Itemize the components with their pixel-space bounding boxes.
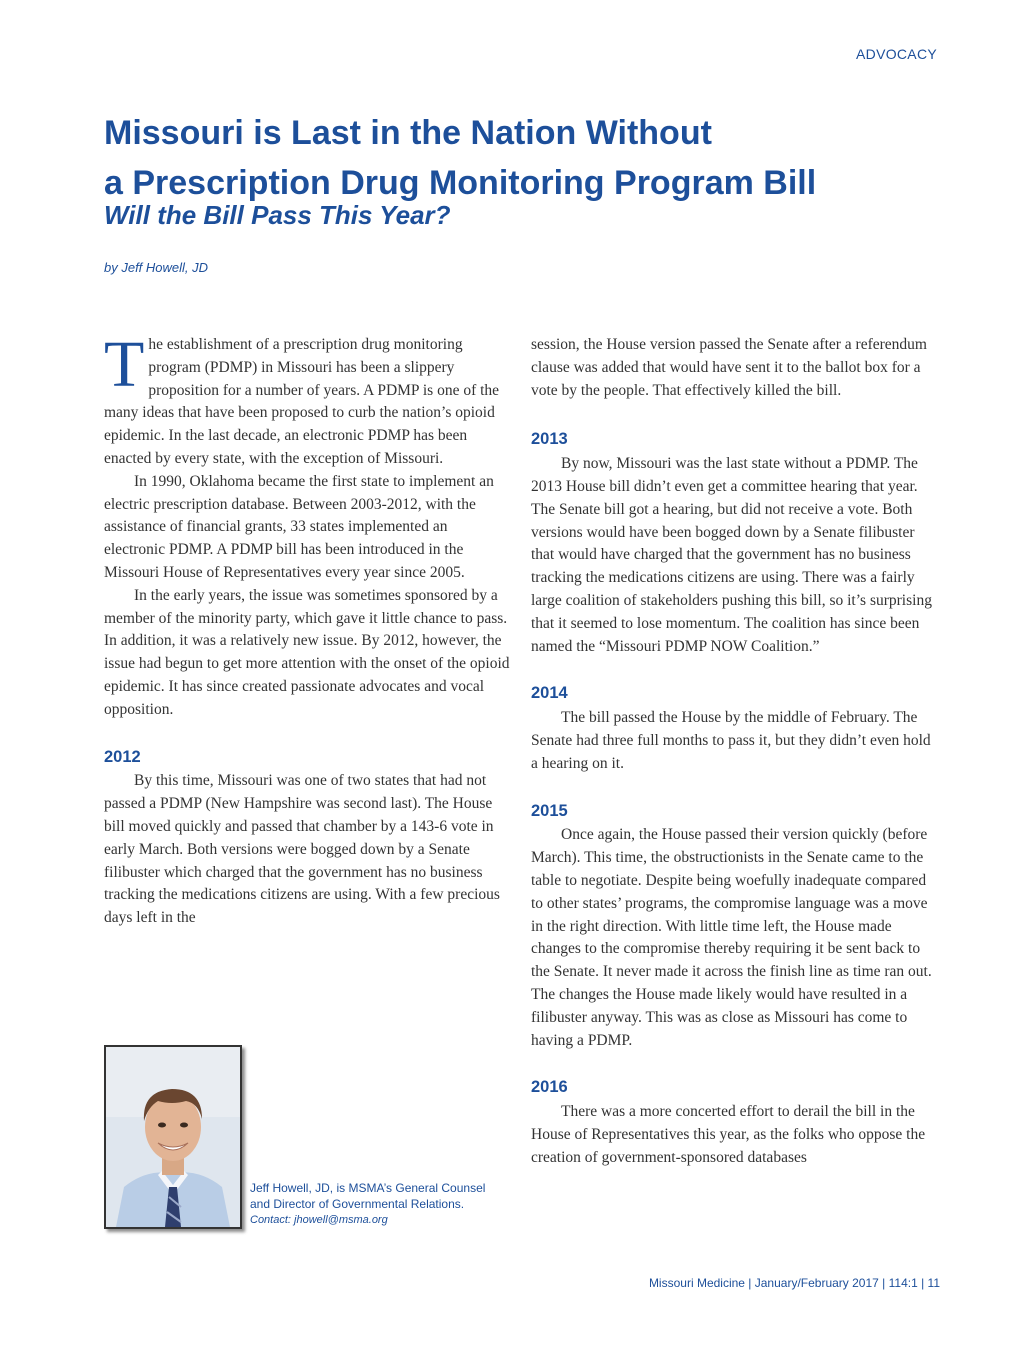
paragraph-2014: The bill passed the House by the middle of February. The Senate had three full months to pass it, but they didn’t even hold a hearing on it. [531,709,931,772]
title-line-2: a Prescription Drug Monitoring Program Bill [104,164,817,202]
author-portrait-illustration [106,1047,240,1227]
drop-cap: T [104,328,145,401]
paragraph-2013: By now, Missouri was the last state without a PDMP. The 2013 House bill didn’t even get a committee hearing that year. The Senate bill got a hearing, but did not receive a vote. Both versions would have been bogged down by a Senate filibuster that would have charged that the government has no business tracking the medications citizens are using. There was a fairly large coalition of stakeholders pushing this bill, so it’s surprising that it seemed to lose momentum. The coalition has since been named the “Missouri PDMP NOW Coalition.” [531,455,932,655]
section-label: ADVOCACY [856,46,937,62]
article-subtitle: Will the Bill Pass This Year? [104,200,451,230]
paragraph-2016: There was a more concerted effort to derail the bill in the House of Representatives this year, as the folks who oppose the creation of government-sponsored databases [531,1103,926,1166]
intro-paragraph-1 [104,328,510,471]
intro-paragraph-2: In 1990, Oklahoma became the first state to implement an electric prescription database. Between 2003-2012, with the assistance of financial grants, 33 states implemented an electronic PDMP. A PDMP bill has been introduced in the Missouri House of Representatives every year since 2005. [104,472,494,581]
intro-paragraph-3: In the early years, the issue was sometimes sponsored by a member of the minority party, which gave it little chance to pass. In addition, it was a relatively new issue. By 2012, however, the issue had begun to get more attention with the onset of the opioid epidemic. It has since created passionate advocates and vocal opposition. [104,586,510,718]
heading-2012: 2012 [104,747,141,766]
photo-caption [250,1180,485,1228]
heading-2016: 2016 [531,1078,568,1097]
caption-contact: Contact: jhowell@msma.org [250,1214,388,1226]
intro-paragraph-1-text: he establishment of a prescription drug monitoring program (PDMP) in Missouri has been a slippery proposition for a number of years. A PDMP is one of the many ideas that have been proposed to curb the nation’s opioid epidemic. In the last decade, an electronic PDMP has been enacted by every state, with the exception of Missouri. [104,336,500,467]
author-photo [104,1045,242,1229]
left-column [104,328,510,930]
byline: by Jeff Howell, JD [104,260,209,275]
paragraph-2012: By this time, Missouri was one of two states that had not passed a PDMP (New Hampshire was second last). The House bill moved quickly and passed that chamber by a 143-6 vote in early March. Both versions were bogged down by a Senate filibuster which charged that the government has no business tracking the medications citizens are using. With a few precious days left in the [104,772,500,927]
caption-line-1: Jeff Howell, JD, is MSMA’s General Counsel [250,1181,486,1195]
title-line-1: Missouri is Last in the Nation Without [104,114,712,152]
heading-2014: 2014 [531,684,568,703]
heading-2013: 2013 [531,430,568,449]
page-footer: Missouri Medicine | January/February 2017 | 114:1 | 11 [648,1276,940,1290]
article-title [104,108,924,208]
paragraph-2015: Once again, the House passed their version quickly (before March). This time, the obstructionists in the Senate came to the table to negotiate. Despite being woefully inadequate compared to other states’ programs, the compromise language was a move in the right direction. With little time left, the House made changes to the compromise thereby requiring it be sent back to the Senate. It never made it across the finish line as time ran out. The changes the House made likely would have resulted in a filibuster anyway. This was as close as Missouri has come to having a PDMP. [531,826,932,1049]
paragraph-2012-continued: session, the House version passed the Senate after a referendum clause was added that would have sent it to the ballot box for a vote by the people. That effectively killed the bill. [531,336,927,399]
heading-2015: 2015 [531,801,568,820]
right-column [531,334,939,1170]
caption-line-2: and Director of Governmental Relations. [250,1197,465,1211]
